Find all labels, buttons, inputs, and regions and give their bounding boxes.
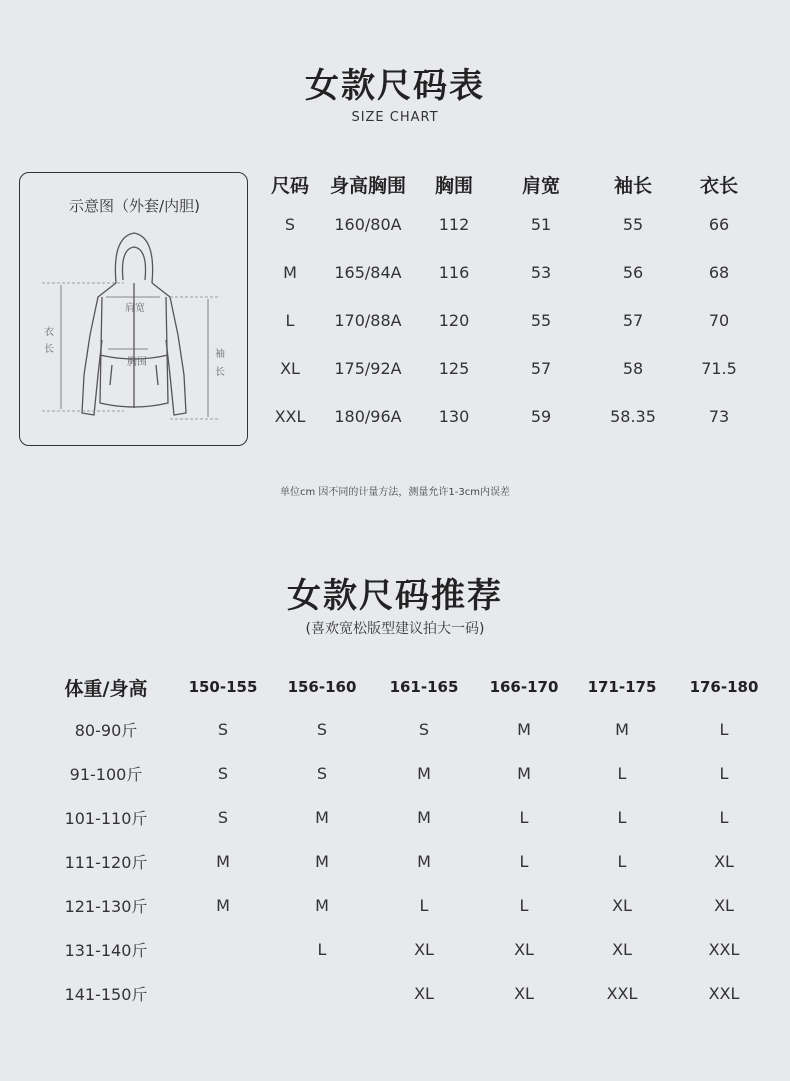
cell: M: [283, 262, 297, 282]
cell: M: [315, 851, 329, 871]
recommendation-header-row: [38, 667, 776, 707]
cell: L: [285, 310, 295, 330]
cell: XL: [714, 895, 734, 915]
col-header-height-range: 156-160: [287, 678, 357, 696]
cell: 121-130斤: [64, 896, 148, 916]
cell: S: [217, 719, 229, 739]
recommendation-title: 女款尺码推荐: [287, 576, 503, 616]
cell: 91-100斤: [69, 764, 143, 784]
table-row: [38, 839, 776, 883]
cell: 141-150斤: [64, 984, 148, 1004]
cell: XXL: [708, 983, 740, 1003]
cell: M: [216, 895, 230, 915]
cell: XL: [414, 939, 434, 959]
cell: L: [719, 763, 729, 783]
cell: 73: [708, 406, 730, 426]
col-header-height-chest: 身高胸围: [329, 174, 406, 197]
diagram-label-chest: 胸围: [127, 357, 147, 368]
table-row: [262, 296, 764, 344]
cell: 116: [438, 262, 470, 282]
cell: 131-140斤: [64, 940, 148, 960]
table-row: [262, 200, 764, 248]
table-row: [38, 883, 776, 927]
cell: S: [316, 763, 328, 783]
cell: 58: [622, 358, 644, 378]
table-row: [262, 344, 764, 392]
col-header-length: 衣长: [699, 174, 738, 197]
cell: 66: [708, 214, 730, 234]
cell: 170/88A: [334, 310, 402, 330]
cell: 101-110斤: [64, 808, 148, 828]
cell: [174, 927, 272, 971]
cell: L: [519, 807, 529, 827]
cell: M: [315, 807, 329, 827]
cell: S: [217, 807, 229, 827]
cell: 51: [530, 214, 552, 234]
cell: S: [418, 719, 430, 739]
col-header-height-range: 166-170: [489, 678, 559, 696]
cell: 70: [708, 310, 730, 330]
cell: XL: [414, 983, 434, 1003]
table-row: [262, 248, 764, 296]
col-header-weight-height: 体重/身高: [64, 677, 148, 700]
jacket-illustration: [20, 225, 249, 435]
measurement-note: 单位cm 因不同的计量方法，测量允许1-3cm内误差: [280, 487, 510, 498]
cell: 71.5: [701, 358, 737, 378]
col-header-height-range: 171-175: [587, 678, 657, 696]
cell: 68: [708, 262, 730, 282]
cell: L: [617, 807, 627, 827]
cell: 175/92A: [334, 358, 402, 378]
cell: 53: [530, 262, 552, 282]
table-row: [38, 707, 776, 751]
jacket-diagram-panel: [19, 172, 248, 446]
cell: 165/84A: [334, 262, 402, 282]
diagram-label-shoulder: 肩宽: [125, 303, 145, 314]
cell: L: [519, 895, 529, 915]
cell: 57: [530, 358, 552, 378]
cell: S: [316, 719, 328, 739]
cell: 57: [622, 310, 644, 330]
col-header-height-range: 161-165: [389, 678, 459, 696]
cell: L: [317, 939, 327, 959]
cell: [272, 971, 372, 1015]
cell: XXL: [708, 939, 740, 959]
cell: XXL: [274, 406, 306, 426]
recommendation-table: [38, 667, 776, 1015]
cell: 111-120斤: [64, 852, 148, 872]
cell: [174, 971, 272, 1015]
cell: 55: [530, 310, 552, 330]
size-chart-header-row: [262, 168, 764, 200]
cell: XL: [514, 939, 534, 959]
col-header-sleeve: 袖长: [613, 174, 652, 197]
diagram-label-length-2: 长: [44, 344, 54, 355]
diagram-label-sleeve-1: 袖: [215, 349, 225, 360]
cell: 180/96A: [334, 406, 402, 426]
cell: XL: [514, 983, 534, 1003]
cell: 120: [438, 310, 470, 330]
cell: S: [217, 763, 229, 783]
cell: XXL: [606, 983, 638, 1003]
cell: M: [517, 763, 531, 783]
table-row: [38, 971, 776, 1015]
cell: XL: [714, 851, 734, 871]
col-header-size: 尺码: [270, 174, 309, 197]
cell: M: [315, 895, 329, 915]
size-chart-table: [262, 168, 764, 440]
recommendation-subtitle: (喜欢宽松版型建议拍大一码): [305, 621, 485, 637]
cell: 56: [622, 262, 644, 282]
col-header-chest: 胸围: [434, 174, 473, 197]
cell: XL: [280, 358, 300, 378]
col-header-shoulder: 肩宽: [521, 174, 560, 197]
table-row: [38, 927, 776, 971]
cell: S: [284, 214, 296, 234]
cell: 58.35: [610, 406, 656, 426]
size-chart-subtitle: SIZE CHART: [351, 110, 439, 125]
cell: L: [419, 895, 429, 915]
table-row: [38, 795, 776, 839]
cell: 80-90斤: [74, 720, 138, 740]
cell: 55: [622, 214, 644, 234]
cell: 59: [530, 406, 552, 426]
cell: XL: [612, 939, 632, 959]
cell: L: [719, 807, 729, 827]
size-chart-title: 女款尺码表: [305, 66, 485, 106]
cell: 112: [438, 214, 470, 234]
table-row: [262, 392, 764, 440]
cell: M: [615, 719, 629, 739]
cell: 130: [438, 406, 470, 426]
cell: 160/80A: [334, 214, 402, 234]
cell: M: [517, 719, 531, 739]
diagram-label-sleeve-2: 长: [215, 367, 225, 378]
cell: M: [216, 851, 230, 871]
cell: M: [417, 807, 431, 827]
cell: L: [617, 851, 627, 871]
cell: XL: [612, 895, 632, 915]
cell: L: [617, 763, 627, 783]
cell: L: [719, 719, 729, 739]
cell: M: [417, 851, 431, 871]
cell: 125: [438, 358, 470, 378]
col-header-height-range: 150-155: [188, 678, 258, 696]
cell: L: [519, 851, 529, 871]
diagram-title: 示意图（外套/内胆): [69, 197, 200, 215]
table-row: [38, 751, 776, 795]
cell: M: [417, 763, 431, 783]
diagram-label-length-1: 衣: [44, 327, 54, 338]
col-header-height-range: 176-180: [689, 678, 759, 696]
